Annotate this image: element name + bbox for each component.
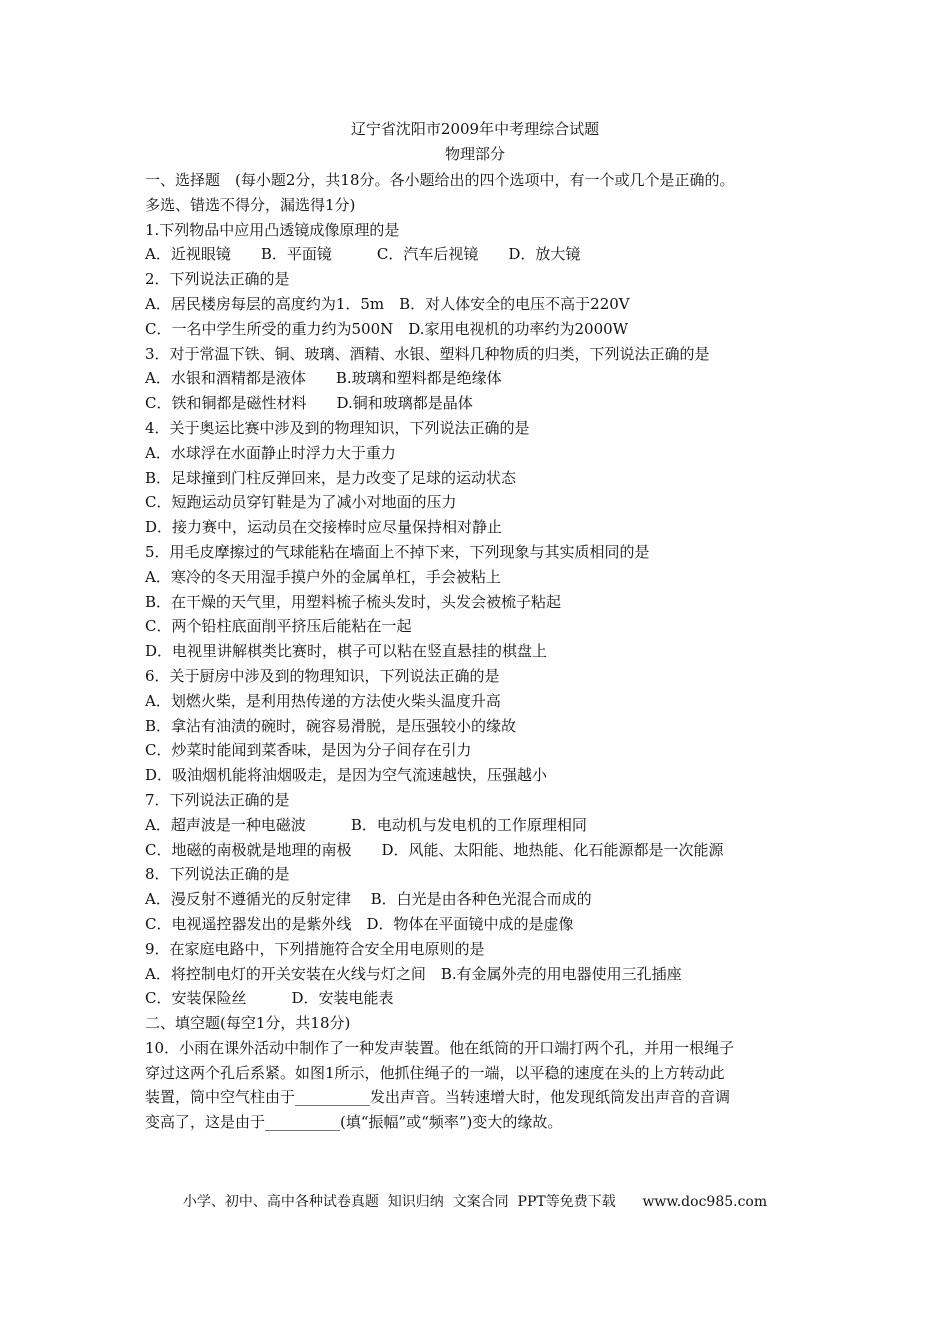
text-line: C．电视遥控器发出的是紫外线 D．物体在平面镜中成的是虚像 — [145, 914, 574, 933]
text-line: 二、填空题(每空1分，共18分) — [145, 1014, 351, 1033]
text-line: C．地磁的南极就是地理的南极 D．风能、太阳能、地热能、化石能源都是一次能源 — [145, 840, 724, 859]
text-line: 10．小雨在课外活动中制作了一种发声装置。他在纸筒的开口端打两个孔，并用一根绳子 — [145, 1038, 735, 1057]
text-line: C．一名中学生所受的重力约为500N D.家用电视机的功率约为2000W — [145, 319, 629, 338]
text-line: 穿过这两个孔后系紧。如图1所示，他抓住绳子的一端，以平稳的速度在头的上方转动此 — [145, 1063, 725, 1082]
text-line: 7．下列说法正确的是 — [145, 790, 290, 809]
text-line: C．炒菜时能闻到菜香味，是因为分子间存在引力 — [145, 741, 472, 760]
document-title: 辽宁省沈阳市2009年中考理综合试题 — [350, 120, 600, 138]
text-line: 9．在家庭电路中，下列措施符合安全用电原则的是 — [145, 939, 485, 958]
text-line: D．接力赛中，运动员在交接棒时应尽量保持相对静止 — [145, 518, 503, 537]
text-line: A．近视眼镜 B．平面镜 C．汽车后视镜 D．放大镜 — [145, 245, 581, 264]
text-line: D．电视里讲解棋类比赛时，棋子可以粘在竖直悬挂的棋盘上 — [145, 642, 548, 661]
text-line: A．水球浮在水面静止时浮力大于重力 — [145, 443, 396, 462]
page-footer: 小学、初中、高中各种试卷真题 知识归纳 文案合同 PPT等免费下载 www.doc985.com — [182, 1194, 768, 1210]
text-line: B．拿沾有油渍的碗时，碗容易滑脱，是压强较小的缘故 — [145, 716, 517, 735]
text-line: A．寒冷的冬天用湿手摸户外的金属单杠，手会被粘上 — [145, 567, 501, 586]
text-line: C．安装保险丝 D．安装电能表 — [145, 989, 394, 1008]
text-line: A．居民楼房每层的高度约为1．5m B．对人体安全的电压不高于220V — [145, 294, 630, 313]
text-line: 装置，筒中空气柱由于__________发出声音。当转速增大时，他发现纸筒发出声音的音调 — [145, 1088, 731, 1107]
text-line: A．水银和酒精都是液体 B.玻璃和塑料都是绝缘体 — [145, 369, 502, 388]
text-line: 2．下列说法正确的是 — [145, 270, 290, 289]
text-line: A．将控制电灯的开关安装在火线与灯之间 B.有金属外壳的用电器使用三孔插座 — [145, 964, 682, 983]
text-line: A．超声波是一种电磁波 B．电动机与发电机的工作原理相同 — [145, 815, 587, 834]
document-subtitle: 物理部分 — [444, 145, 505, 163]
text-line: 6．关于厨房中涉及到的物理知识，下列说法正确的是 — [145, 666, 500, 685]
text-line: 4．关于奥运比赛中涉及到的物理知识，下列说法正确的是 — [145, 418, 530, 437]
text-line: 3．对于常温下铁、铜、玻璃、酒精、水银、塑料几种物质的归类，下列说法正确的是 — [145, 344, 710, 363]
text-line: 一、选择题 (每小题2分，共18分。各小题给出的四个选项中，有一个或几个是正确的。 — [145, 171, 735, 189]
text-line: A．划燃火柴，是利用热传递的方法使火柴头温度升高 — [145, 691, 501, 710]
text-line: C．铁和铜都是磁性材料 D.铜和玻璃都是晶体 — [145, 394, 473, 413]
text-line: 多选、错选不得分，漏选得1分) — [145, 195, 356, 214]
text-line: C．短跑运动员穿钉鞋是为了减小对地面的压力 — [145, 493, 457, 512]
text-line: 变高了，这是由于__________(填“振幅”或“频率”)变大的缘故。 — [145, 1113, 563, 1132]
text-line: A．漫反射不遵循光的反射定律 B．白光是由各种色光混合而成的 — [145, 890, 592, 909]
text-line: B．足球撞到门柱反弹回来，是力改变了足球的运动状态 — [145, 468, 517, 487]
text-line: 8．下列说法正确的是 — [145, 865, 290, 884]
text-line: C．两个铅柱底面削平挤压后能粘在一起 — [145, 617, 412, 636]
text-line: 1.下列物品中应用凸透镜成像原理的是 — [145, 220, 400, 239]
document-body — [145, 168, 815, 1135]
text-line: 5．用毛皮摩擦过的气球能粘在墙面上不掉下来，下列现象与其实质相同的是 — [145, 542, 650, 561]
text-line: D．吸油烟机能将油烟吸走，是因为空气流速越快，压强越小 — [145, 766, 548, 785]
text-line: B．在干燥的天气里，用塑料梳子梳头发时，头发会被梳子粘起 — [145, 592, 562, 611]
